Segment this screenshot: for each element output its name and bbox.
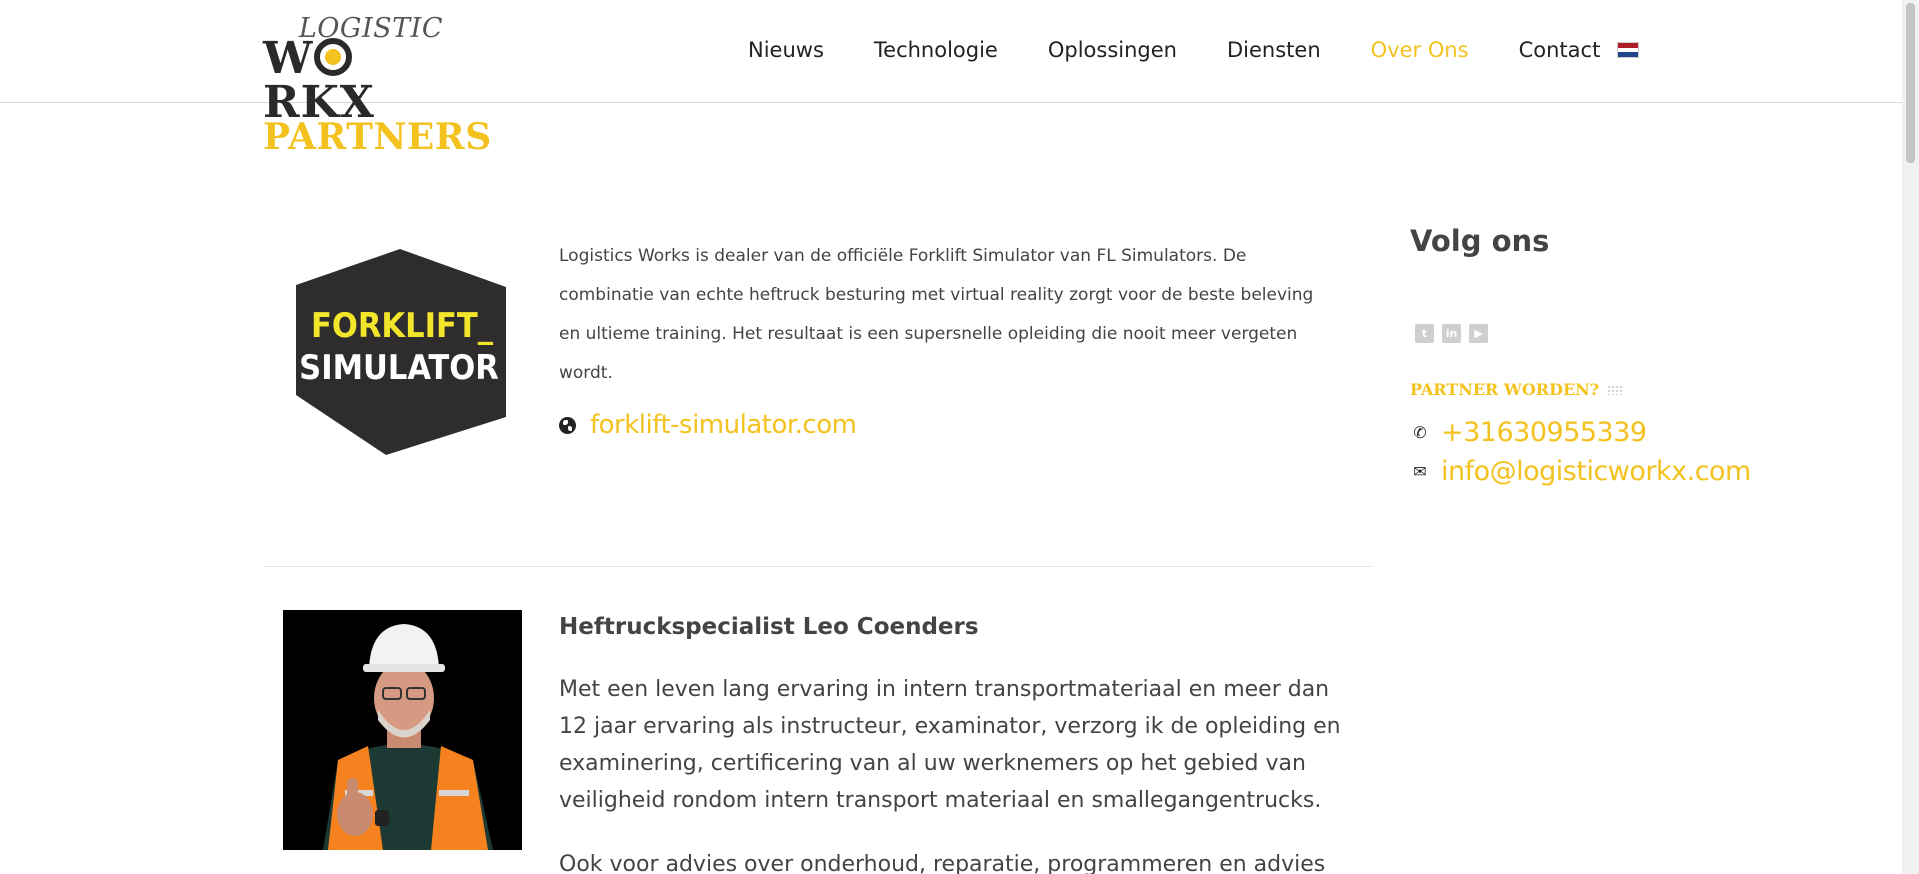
logo-bottom-right: RKX xyxy=(263,77,375,128)
nav-item-oplossingen[interactable]: Oplossingen xyxy=(1047,38,1177,62)
logo-o-mark xyxy=(314,38,352,76)
partner-bio-paragraph-1: Met een leven lang ervaring in intern transportmateriaal en meer dan 12 jaar ervaring als instructeur, examinator, verzorg ik de opleiding en examinering, certificering van al uw werknemers op het gebied van veiligheid rondom intern transport materiaal en smallegangentrucks. xyxy=(559,677,1341,813)
page-title: PARTNERS xyxy=(263,116,492,158)
linkedin-icon[interactable]: in xyxy=(1442,324,1461,343)
partner-website-text[interactable]: forklift-simulator.com xyxy=(590,410,857,440)
forklift-simulator-logo xyxy=(290,245,512,457)
scrollbar-thumb[interactable] xyxy=(1906,3,1915,163)
youtube-icon[interactable]: ▶ xyxy=(1469,324,1488,343)
logo-bottom-left: W xyxy=(263,33,314,84)
logo-bottom-text xyxy=(263,33,443,128)
logo-top-text: LOGISTIC xyxy=(298,13,443,44)
site-header xyxy=(0,0,1902,128)
twitter-icon[interactable]: t xyxy=(1415,324,1434,343)
main-nav xyxy=(748,38,1650,62)
follow-us-title: Volg ons xyxy=(1410,224,1550,258)
fs-logo-line1: FORKLIFT_ xyxy=(310,306,494,346)
nav-item-over-ons[interactable]: Over Ons xyxy=(1370,38,1469,62)
partner-bio-paragraph-2: Ook voor advies over onderhoud, reparatie, programmeren en advies xyxy=(559,852,1326,874)
social-links xyxy=(1415,324,1496,343)
fs-logo-line2: SIMULATOR xyxy=(299,348,499,388)
nav-item-nieuws[interactable]: Nieuws xyxy=(748,38,824,62)
section-divider xyxy=(263,566,1373,567)
nav-item-contact[interactable]: Contact xyxy=(1518,38,1601,62)
phone-icon: ✆ xyxy=(1413,423,1427,442)
nav-item-diensten[interactable]: Diensten xyxy=(1227,38,1321,62)
dutch-flag-icon[interactable] xyxy=(1617,42,1639,58)
partner-cta-text: PARTNER WORDEN? xyxy=(1410,380,1600,399)
envelope-icon: ✉ xyxy=(1413,462,1427,481)
email-contact[interactable] xyxy=(1410,456,1751,487)
partner-cta xyxy=(1410,380,1623,399)
email-link[interactable]: info@logisticworkx.com xyxy=(1441,456,1751,487)
logisticworkx-logo[interactable] xyxy=(263,13,443,128)
leo-coenders-photo xyxy=(283,610,522,850)
dots-decoration-icon xyxy=(1607,385,1623,395)
phone-contact[interactable] xyxy=(1410,417,1647,448)
globe-icon xyxy=(559,417,576,434)
partner-website-link[interactable] xyxy=(559,410,856,440)
partner-description: Logistics Works is dealer van de officiële Forklift Simulator van FL Simulators. De combinatie van echte heftruck besturing met virtual reality zorgt voor de beste beleving en ultieme training. Het resultaat is een supersnelle opleiding die nooit meer vergeten wordt. xyxy=(559,246,1314,383)
phone-link[interactable]: +31630955339 xyxy=(1441,417,1647,448)
partner-name: Heftruckspecialist Leo Coenders xyxy=(559,614,979,640)
nav-item-technologie[interactable]: Technologie xyxy=(873,38,998,62)
page-scrollbar[interactable] xyxy=(1902,0,1919,874)
